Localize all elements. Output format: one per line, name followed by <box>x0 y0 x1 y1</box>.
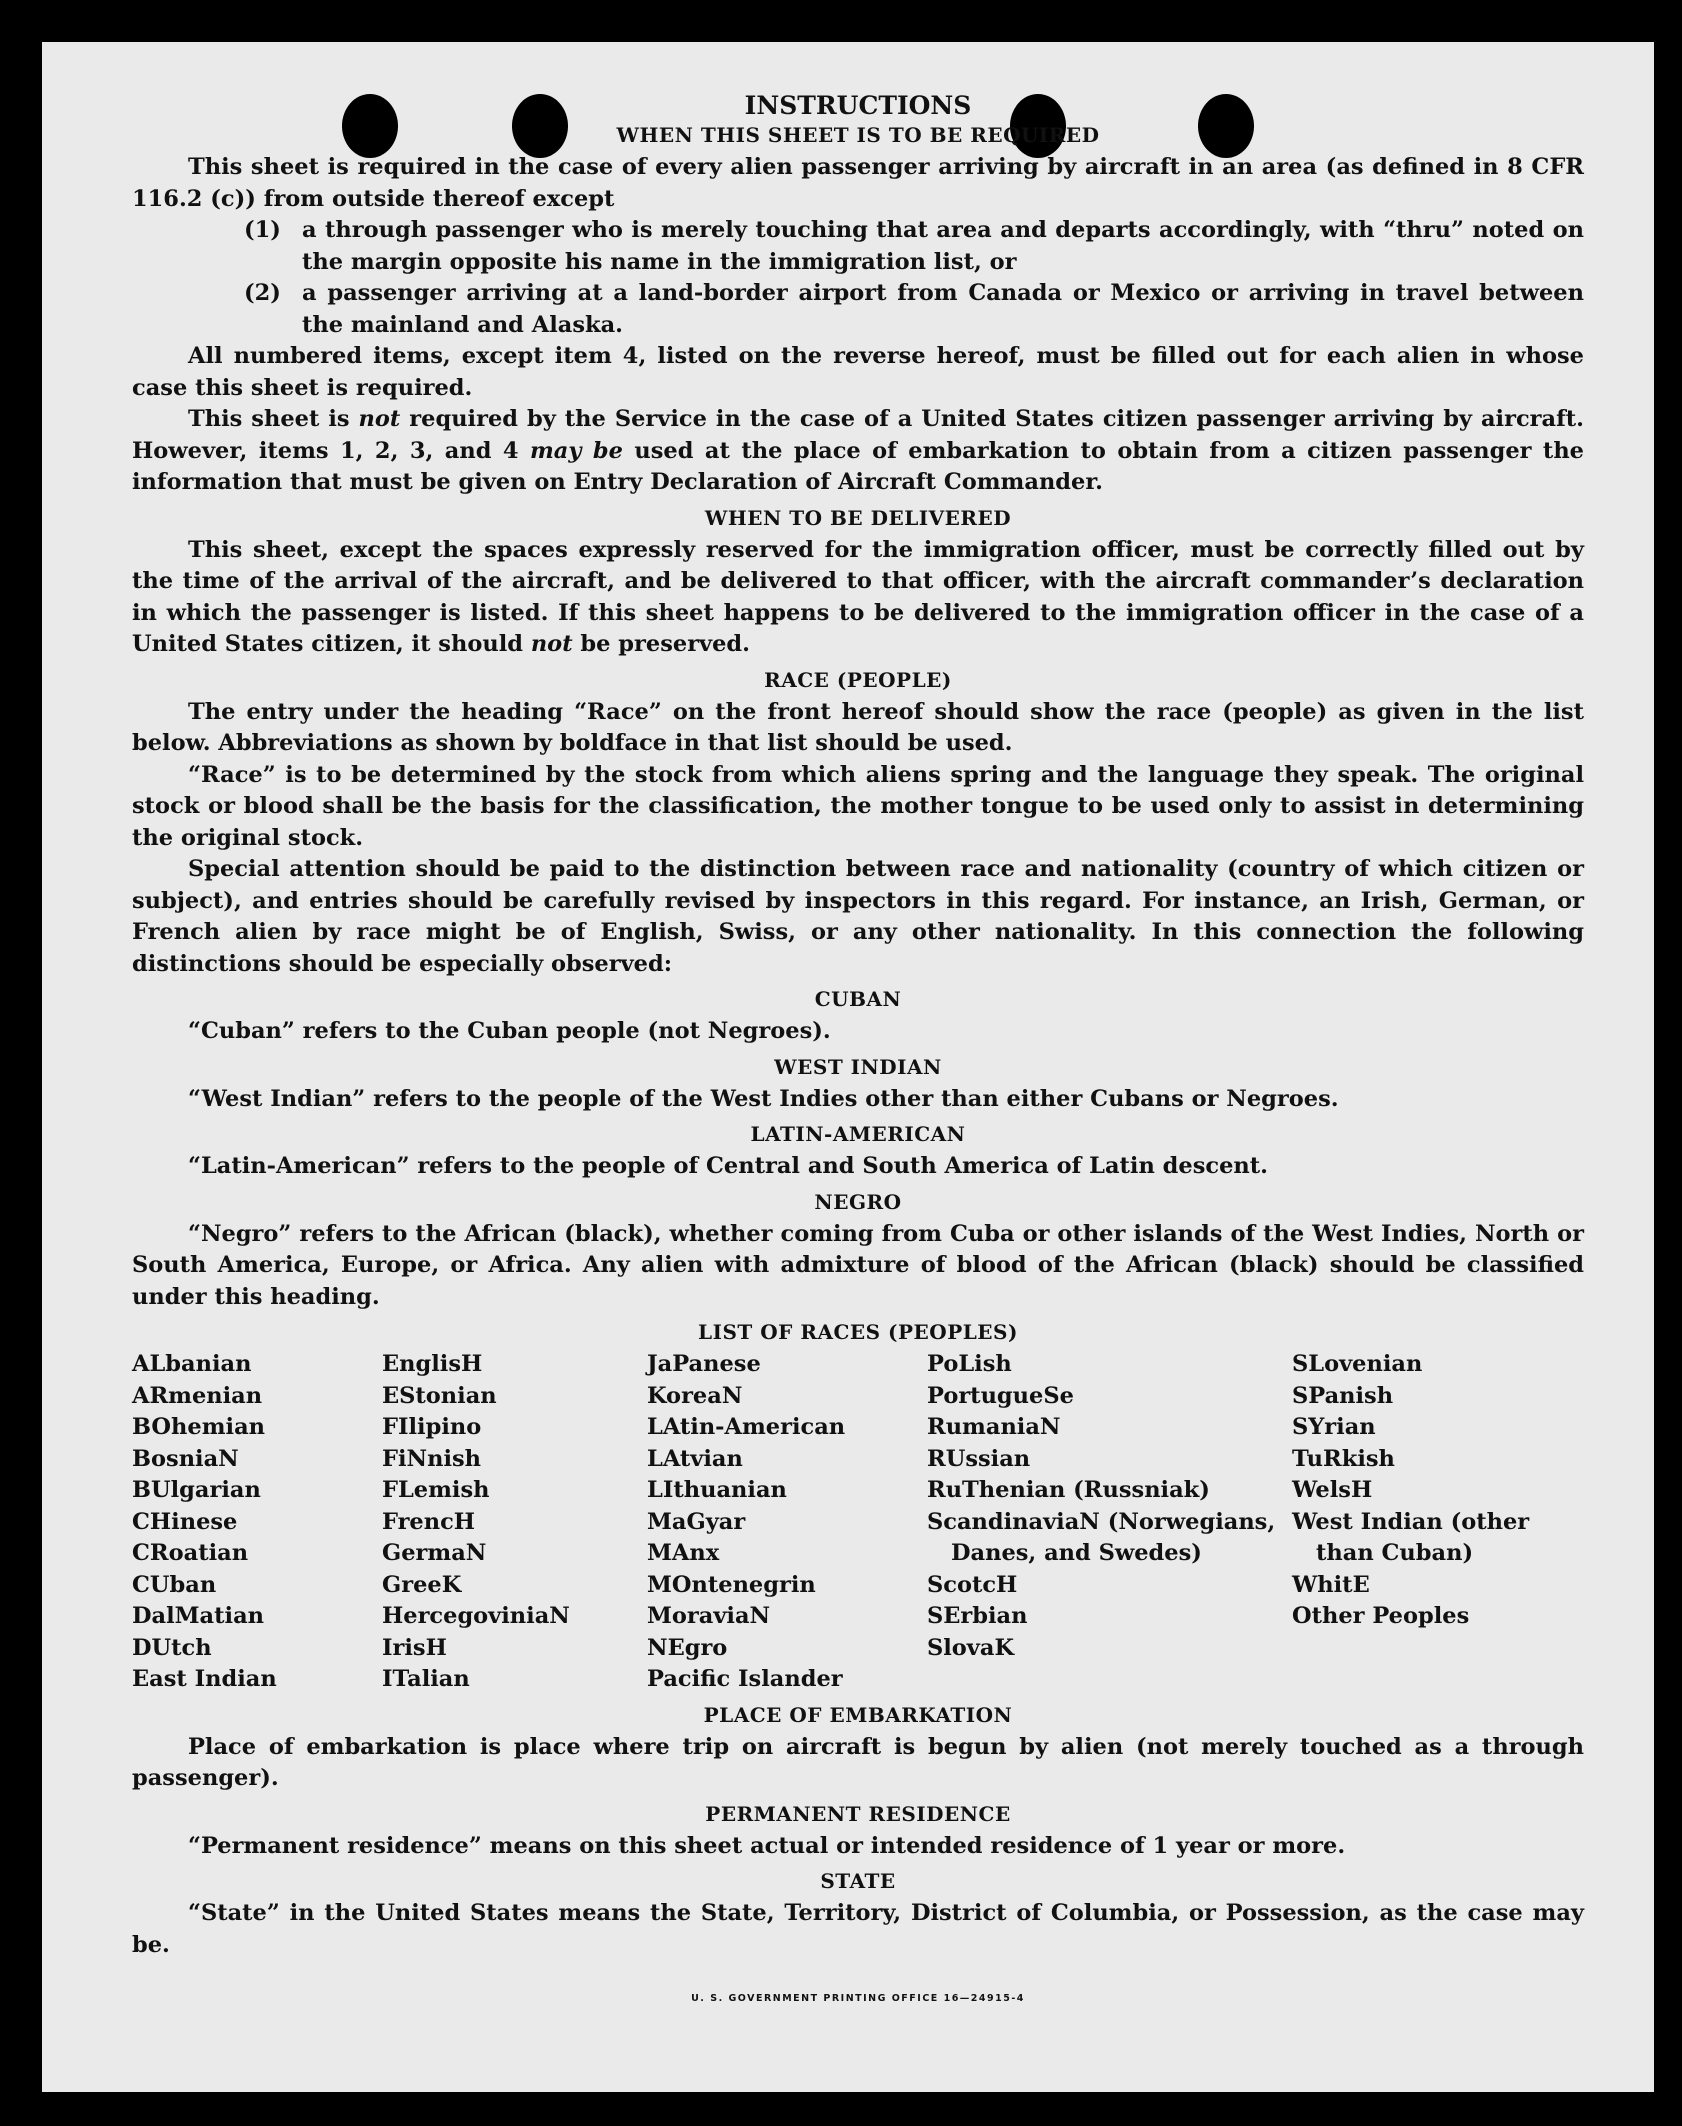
paragraph: “Permanent residence” means on this sheet actual or intended residence of 1 year or more. <box>188 1832 1346 1859</box>
race-entry: ITalian <box>382 1666 470 1692</box>
race-entry: BOhemian <box>132 1414 266 1440</box>
heading-negro: NEGRO <box>814 1189 902 1214</box>
race-entry: CUban <box>132 1571 217 1598</box>
race-entry: FrencH <box>382 1508 476 1535</box>
race-entry: BosniaN <box>132 1445 239 1472</box>
races-column <box>382 1349 647 1696</box>
race-entry: MAnx <box>647 1540 720 1566</box>
race-entry: SErbian <box>927 1603 1028 1629</box>
race-entry: BUlgarian <box>132 1477 261 1503</box>
race-entry: DalMatian <box>132 1603 265 1629</box>
paragraph: “Race” is to be determined by the stock from which aliens spring and the language they speak. The original stock or blood shall be the basis for the classification, the mother tongue to be used only to assist in determining the original stock. <box>132 761 1584 851</box>
race-entry: KoreaN <box>647 1382 743 1409</box>
paragraph: “Latin-American” refers to the people of Central and South America of Latin descent. <box>188 1153 1268 1179</box>
race-entry: ARmenian <box>132 1382 263 1409</box>
heading-residence: PERMANENT RESIDENCE <box>705 1801 1011 1826</box>
races-column <box>927 1349 1292 1696</box>
heading-west-indian: WEST INDIAN <box>774 1054 942 1079</box>
paragraph: This sheet is required in the case of every alien passenger arriving by aircraft in an area (as defined in 8 CFR 116.2 (c)) from outside thereof except <box>132 154 1584 212</box>
race-entry: HercegoviniaN <box>382 1603 570 1629</box>
race-entry: DUtch <box>132 1634 212 1661</box>
race-entry: Other Peoples <box>1292 1603 1470 1629</box>
race-entry: PoLish <box>927 1351 1012 1377</box>
paragraph: This sheet is not required by the Service in the case of a United States citizen passenger arriving by aircraft. However, items 1, 2, 3, and 4 may be used at the place of embarkation to obtain from a citizen passenger the information that must be given on Entry Declaration of Aircraft Commander. <box>132 406 1584 495</box>
paragraph: “Negro” refers to the African (black), whether coming from Cuba or other islands of the West Indies, North or South America, Europe, or Africa. Any alien with admixture of blood of the African (black) should be classified under this heading. <box>132 1220 1584 1310</box>
races-column <box>647 1349 927 1696</box>
race-entry: West Indian (other than Cuban) <box>1292 1508 1530 1566</box>
page-title: INSTRUCTIONS <box>744 91 972 120</box>
paragraph: Place of embarkation is place where trip on aircraft is begun by alien (not merely touched as a through passenger). <box>132 1733 1584 1791</box>
race-entry: LAtvian <box>647 1445 743 1472</box>
race-entry: FLemish <box>382 1477 490 1503</box>
race-entry: SPanish <box>1292 1382 1394 1409</box>
race-entry: East Indian <box>132 1666 277 1692</box>
race-entry: WelsH <box>1292 1477 1373 1503</box>
race-entry: IrisH <box>382 1634 447 1661</box>
races-column <box>1292 1349 1584 1696</box>
race-entry: FiNnish <box>382 1445 482 1472</box>
race-entry: FIlipino <box>382 1414 482 1440</box>
document-sheet <box>42 42 1654 2092</box>
race-entry: SYrian <box>1292 1414 1376 1440</box>
heading-cuban: CUBAN <box>814 987 902 1011</box>
paragraph: This sheet, except the spaces expressly reserved for the immigration officer, must be correctly filled out by the time of the arrival of the aircraft, and be delivered to that officer, with the aircraft commander’s declaration in which the passenger is listed. If this sheet happens to be delivered to the immigration officer in the case of a United States citizen, it should not be preserved. <box>132 536 1584 657</box>
heading-latin-american: LATIN-AMERICAN <box>750 1122 966 1146</box>
printer-imprint: U. S. GOVERNMENT PRINTING OFFICE 16—24915-4 <box>691 1993 1025 2004</box>
race-entry: EnglisH <box>382 1351 483 1377</box>
paragraph: Special attention should be paid to the distinction between race and nationality (country of which citizen or subject), and entries should be carefully revised by inspectors in this regard. For instance, an Irish, German, or French alien by race might be of English, Swiss, or any other nationality. In this connection the following distinctions should be especially observed: <box>132 856 1584 977</box>
item-number: (1) <box>244 217 281 243</box>
race-entry: WhitE <box>1292 1571 1370 1598</box>
race-entry: SlovaK <box>927 1634 1015 1661</box>
race-entry: LAtin-American <box>647 1414 846 1440</box>
heading-when-required: WHEN THIS SHEET IS TO BE REQUIRED <box>616 123 1100 147</box>
race-entry: ScandinaviaN (Norwegians, Danes, and Swedes) <box>927 1508 1276 1566</box>
item-text: a passenger arriving at a land-border airport from Canada or Mexico or arriving in travel between the mainland and Alaska. <box>302 280 1584 338</box>
race-entry: JaPanese <box>647 1351 761 1377</box>
race-entry: TuRkish <box>1292 1445 1395 1472</box>
race-entry: RuThenian (Russniak) <box>927 1477 1210 1503</box>
paragraph: “Cuban” refers to the Cuban people (not Negroes). <box>188 1018 831 1044</box>
list-item <box>132 215 1584 278</box>
race-entry: CRoatian <box>132 1540 249 1566</box>
race-entry: Pacific Islander <box>647 1666 843 1692</box>
race-entry: CHinese <box>132 1508 238 1535</box>
race-entry: NEgro <box>647 1634 728 1661</box>
heading-state: STATE <box>820 1869 896 1893</box>
race-entry: MaGyar <box>647 1508 746 1535</box>
race-entry: ALbanian <box>132 1351 252 1377</box>
heading-list-of-races: LIST OF RACES (PEOPLES) <box>698 1320 1018 1344</box>
races-list <box>132 1349 1584 1696</box>
race-entry: GermaN <box>382 1540 487 1566</box>
races-column <box>132 1349 382 1696</box>
race-entry: MOntenegrin <box>647 1571 816 1598</box>
race-entry: RUssian <box>927 1445 1031 1472</box>
list-item <box>132 278 1584 341</box>
race-entry: GreeK <box>382 1571 462 1598</box>
race-entry: EStonian <box>382 1382 497 1409</box>
race-entry: ScotcH <box>927 1571 1018 1598</box>
heading-when-delivered: WHEN TO BE DELIVERED <box>704 505 1012 530</box>
race-entry: MoraviaN <box>647 1603 771 1629</box>
item-number: (2) <box>244 280 281 306</box>
paragraph: “West Indian” refers to the people of the West Indies other than either Cubans or Negroes. <box>188 1085 1339 1112</box>
paragraph: “State” in the United States means the State, Territory, District of Columbia, or Possession, as the case may be. <box>132 1900 1584 1958</box>
race-entry: PortugueSe <box>927 1382 1074 1409</box>
heading-embarkation: PLACE OF EMBARKATION <box>703 1702 1013 1727</box>
race-entry: SLovenian <box>1292 1351 1423 1377</box>
race-entry: RumaniaN <box>927 1414 1061 1440</box>
paragraph: The entry under the heading “Race” on the front hereof should show the race (people) as given in the list below. Abbreviations as shown by boldface in that list should be used. <box>132 698 1584 756</box>
heading-race: RACE (PEOPLE) <box>764 667 952 692</box>
item-text: a through passenger who is merely touching that area and departs accordingly, with “thru” noted on the margin opposite his name in the immigration list, or <box>302 217 1584 275</box>
paragraph: All numbered items, except item 4, listed on the reverse hereof, must be filled out for each alien in whose case this sheet is required. <box>132 343 1584 401</box>
document-body <box>132 88 1584 2015</box>
race-entry: LIthuanian <box>647 1477 787 1503</box>
